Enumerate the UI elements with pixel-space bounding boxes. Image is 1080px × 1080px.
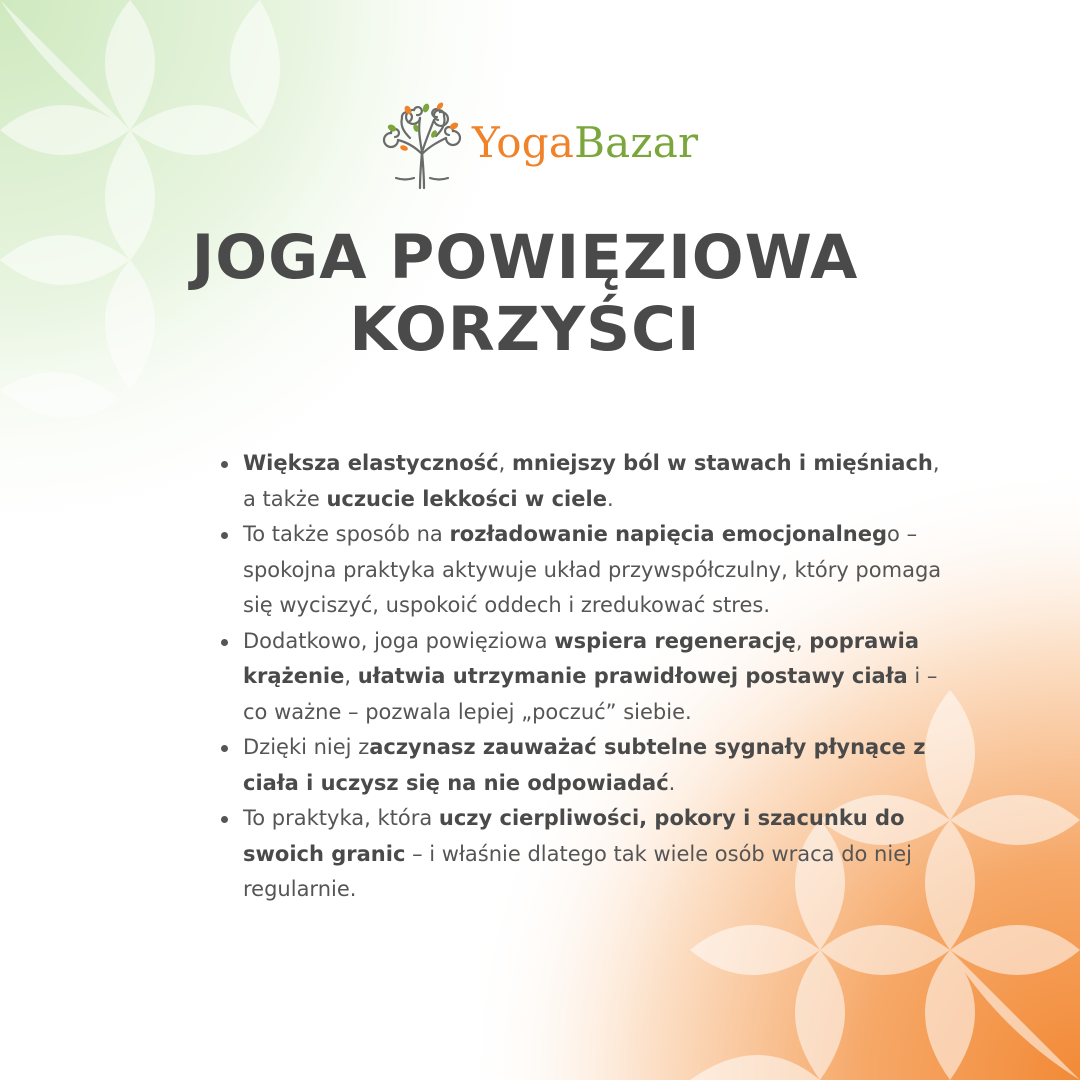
benefit-highlight: wspiera regenerację: [554, 628, 796, 653]
benefit-highlight: Większa elastyczność: [243, 451, 499, 475]
benefit-text: o – spokojna praktyka aktywuje układ przywspółczulny, który pomaga się wyciszyć, uspokoić oddech i zredukować stres.: [243, 522, 942, 617]
benefit-text: Dzięki niej z: [243, 735, 370, 759]
logo-wordmark: [472, 118, 698, 167]
logo-text-bazar: Bazar: [574, 117, 699, 167]
benefit-text: .: [668, 770, 676, 795]
benefit-text: To praktyka, która: [243, 806, 439, 830]
benefit-highlight: aczynasz zauważać subtelne sygnały płynące z ciała i uczysz się na nie odpowiadać: [243, 735, 926, 795]
benefit-text: , a także: [243, 451, 940, 511]
benefit-text: To także sposób na: [243, 522, 450, 546]
benefit-highlight: ułatwia utrzymanie prawidłowej postawy ciała: [357, 664, 908, 688]
benefit-highlight: uczy cierpliwości, pokory i szacunku do swoich granic: [243, 806, 905, 866]
page-title: [0, 222, 1050, 366]
benefit-text: Dodatkowo, joga powięziowa: [243, 628, 555, 653]
benefits-list: [218, 446, 958, 908]
benefit-item: [218, 730, 958, 801]
benefit-item: [218, 624, 958, 731]
benefit-item: [218, 517, 958, 624]
benefit-highlight: poprawia krążenie: [243, 628, 920, 688]
benefit-highlight: mniejszy ból w stawach i mięśniach: [511, 451, 933, 475]
benefit-highlight: rozładowanie napięcia emocjonalneg: [449, 522, 888, 546]
logo-text-yoga: Yoga: [472, 117, 575, 167]
benefit-text: ,: [795, 628, 810, 653]
benefit-text: – i właśnie dlatego tak wiele osób wraca do niej regularnie.: [243, 841, 912, 901]
yogabazar-logo[interactable]: [380, 92, 698, 192]
benefit-text: ,: [498, 451, 512, 475]
benefit-text: ,: [344, 664, 358, 688]
benefit-item: [218, 446, 958, 517]
title-line-2: KORZYŚCI: [349, 294, 701, 365]
benefit-text: i – co ważne – pozwala lepiej „poczuć” siebie.: [243, 664, 938, 724]
title-line-1: JOGA POWIĘZIOWA: [191, 222, 859, 293]
tree-icon: [380, 94, 464, 190]
benefit-highlight: uczucie lekkości w ciele: [326, 486, 607, 511]
benefit-text: .: [606, 486, 614, 511]
benefit-item: [218, 801, 958, 908]
